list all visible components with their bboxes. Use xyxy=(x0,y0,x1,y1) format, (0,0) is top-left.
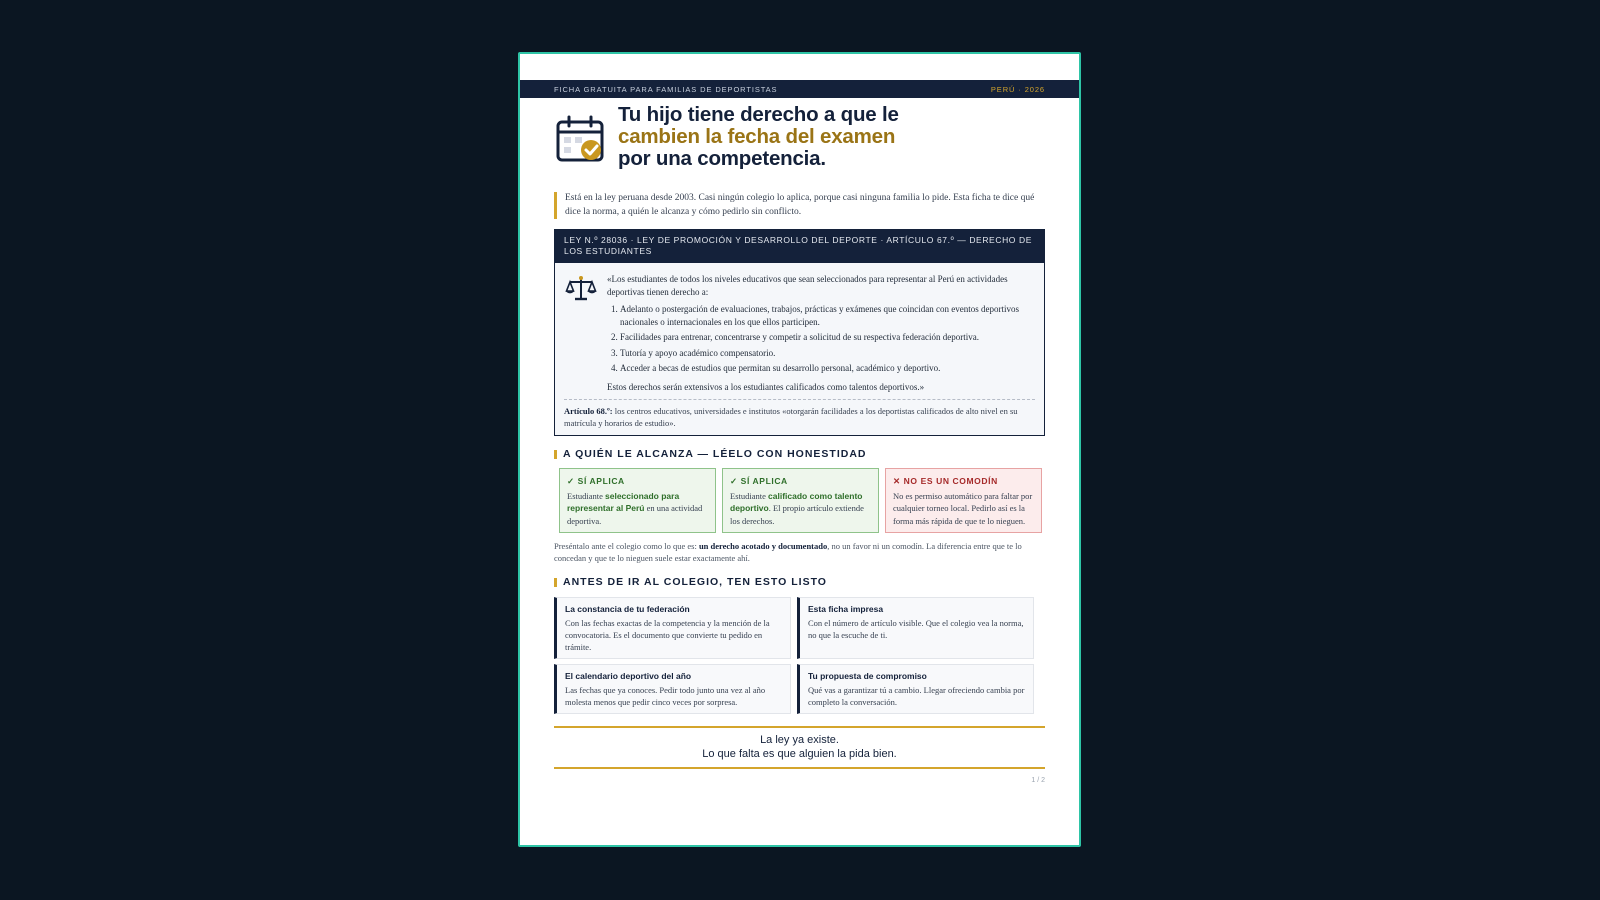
law-lead: «Los estudiantes de todos los niveles educativos que sean seleccionados para representar al Perú en actividades deportivas tienen derecho a: xyxy=(607,274,1008,297)
item-text: Qué vas a garantizar tú a cambio. Llegar ofreciendo cambia por completo la conversación. xyxy=(808,685,1025,707)
law-item: 4. Acceder a becas de estudios que permitan su desarrollo personal, académico y deportivo. xyxy=(620,362,1035,375)
checklist-item xyxy=(554,597,791,659)
card-text: en una actividad deportiva. xyxy=(567,503,703,526)
law-item: 1. Adelanto o postergación de evaluaciones, trabajos, prácticas y exámenes que coincidan con eventos deportivos nacionales o internacionales en los que ellos participen. xyxy=(620,303,1035,328)
checklist-item xyxy=(554,664,791,714)
card-tag: ✕ NO ES UN COMODÍN xyxy=(893,476,998,486)
law-body xyxy=(555,263,1044,435)
scope-note xyxy=(554,540,1045,564)
law-list xyxy=(620,303,1035,375)
checklist-item xyxy=(797,664,1034,714)
note-bold: un derecho acotado y documentado xyxy=(698,541,828,551)
calendar-check-icon xyxy=(554,112,610,168)
top-banner xyxy=(520,80,1079,98)
section-title-text: A QUIÉN LE ALCANZA — LÉELO CON HONESTIDAD xyxy=(563,448,867,460)
card-tag: ✓ SÍ APLICA xyxy=(567,476,625,486)
title-line-2: cambien la fecha del examen xyxy=(618,125,896,148)
card-highlight: calificado como talento deportivo xyxy=(730,491,863,514)
banner-right: PERÚ · 2026 xyxy=(990,84,1045,94)
scales-icon xyxy=(565,273,597,305)
law-footnote xyxy=(564,405,1035,429)
note-text: Preséntalo ante el colegio como lo que es: xyxy=(554,541,699,551)
section-marker xyxy=(554,450,557,459)
title-line-1: Tu hijo tiene derecho a que le xyxy=(618,103,899,126)
item-title: La constancia de tu federación xyxy=(565,604,690,614)
title-line-3: por una competencia. xyxy=(618,147,826,170)
closing-line-1: La ley ya existe. xyxy=(760,734,839,746)
scope-cards xyxy=(559,468,1045,533)
item-title: El calendario deportivo del año xyxy=(565,671,692,681)
checklist-item xyxy=(797,597,1034,659)
scope-card-not-wildcard xyxy=(885,468,1042,533)
closing-statement xyxy=(554,726,1045,769)
law-header: LEY N.º 28036 · LEY DE PROMOCIÓN Y DESARROLLO DEL DEPORTE · ARTÍCULO 67.º — DERECHO DE LOS ESTUDIANTES xyxy=(555,230,1044,263)
law-item: 2. Facilidades para entrenar, concentrarse y competir a solicitud de su respectiva federación deportiva. xyxy=(620,331,1035,344)
section-title-scope xyxy=(554,448,1045,460)
card-highlight: seleccionado para representar al Perú xyxy=(567,491,680,514)
note-text: , no un favor ni un comodín. La diferencia entre que te lo concedan y que te lo nieguen suele estar exactamente ahí. xyxy=(554,541,1022,563)
item-text: Con las fechas exactas de la competencia y la mención de la convocatoria. Es el documento que convierte tu pedido en trámite. xyxy=(565,618,770,652)
section-marker xyxy=(554,578,557,587)
card-text: Estudiante xyxy=(730,491,769,502)
law-text xyxy=(607,273,1035,393)
section-title-text: ANTES DE IR AL COLEGIO, TEN ESTO LISTO xyxy=(563,576,827,588)
card-text: Estudiante xyxy=(567,491,606,502)
page-title xyxy=(618,104,899,170)
card-text: . El propio artículo extiende los derechos. xyxy=(730,503,864,526)
hero xyxy=(554,104,1045,180)
item-title: Esta ficha impresa xyxy=(808,604,884,614)
page-number: 1 / 2 xyxy=(1031,777,1045,784)
document-page xyxy=(518,52,1081,847)
footnote-text: los centros educativos, universidades e institutos «otorgarán facilidades a los deportistas calificados de alto nivel en su matrícula y horarios de estudio». xyxy=(564,406,1018,428)
law-box xyxy=(554,229,1045,436)
checklist-grid xyxy=(554,597,1045,714)
closing-line-2: Lo que falta es que alguien la pida bien. xyxy=(702,748,897,760)
footnote-label: Artículo 68.º: xyxy=(564,406,613,416)
scope-card-applies xyxy=(559,468,716,533)
card-text: No es permiso automático para faltar por cualquier torneo local. Pedirlo así es la forma más rápida de que te lo nieguen. xyxy=(893,491,1033,526)
intro-paragraph: Está en la ley peruana desde 2003. Casi ningún colegio lo aplica, porque casi ninguna familia lo pide. Esta ficha te dice qué dice la norma, a quién le alcanza y cómo pedirlo sin conflicto. xyxy=(554,192,1045,219)
item-text: Con el número de artículo visible. Que el colegio vea la norma, no que la escuche de ti. xyxy=(808,618,1024,640)
item-text: Las fechas que ya conoces. Pedir todo junto una vez al año molesta menos que pedir cinco veces por sorpresa. xyxy=(565,685,766,707)
scope-card-applies xyxy=(722,468,879,533)
card-tag: ✓ SÍ APLICA xyxy=(730,476,788,486)
section-title-checklist xyxy=(554,576,1045,588)
banner-left: FICHA GRATUITA PARA FAMILIAS DE DEPORTISTAS xyxy=(554,84,778,94)
law-closing: Estos derechos serán extensivos a los estudiantes calificados como talentos deportivos.» xyxy=(607,381,925,392)
page-content xyxy=(554,104,1045,784)
item-title: Tu propuesta de compromiso xyxy=(808,671,927,681)
law-divider xyxy=(564,399,1035,400)
law-item: 3. Tutoría y apoyo académico compensatorio. xyxy=(620,347,1035,360)
